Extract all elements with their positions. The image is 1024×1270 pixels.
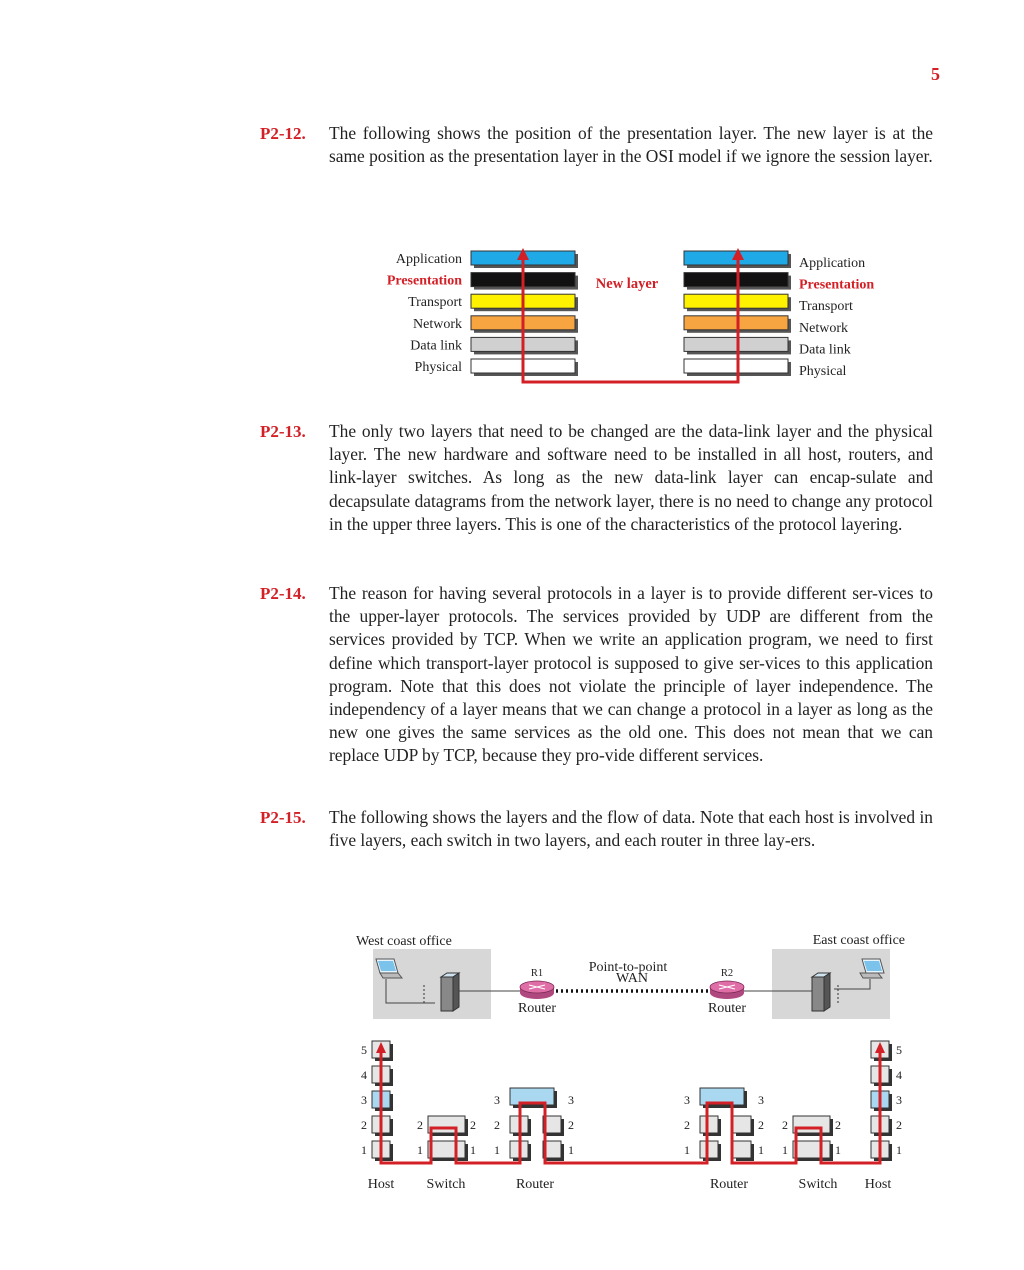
layer-label-presentation: Presentation (386, 273, 462, 289)
router-r1-caption: Router (517, 1001, 557, 1016)
switch-layer-2 (793, 1116, 830, 1133)
router-r1-icon (520, 981, 554, 999)
east-office-label: East coast office (812, 933, 905, 948)
layer-number: 1 (568, 1143, 574, 1157)
problem-text: The following shows the layers and the flow of data. Note that each host is involved in five layers, each switch in two layers, and each router in three lay-ers. (329, 807, 933, 851)
router-r2-caption: Router (707, 1001, 747, 1016)
layer-label-network: Network (413, 316, 462, 332)
problem-id: P2-14. (260, 584, 306, 603)
layer-number: 2 (782, 1118, 788, 1132)
layer-number: 3 (896, 1093, 902, 1107)
network-flow-figure (350, 925, 920, 1200)
router-r2-icon (710, 981, 744, 999)
router-port-b-layer-2 (733, 1116, 751, 1133)
switch-layer-1 (793, 1141, 830, 1158)
layer-box-physical (684, 359, 788, 373)
layer-number: 2 (470, 1118, 476, 1132)
layer-number: 1 (470, 1143, 476, 1157)
problem-text: The following shows the position of the presentation layer. The new layer is at the same position as the presentation layer in the OSI model if we ignore the session layer. (329, 123, 933, 167)
router-port-a-layer-1 (700, 1141, 718, 1158)
layer-number: 1 (758, 1143, 764, 1157)
layer-box-presentation (684, 273, 788, 287)
device-label-host-east: Host (864, 1177, 892, 1192)
layer-number: 2 (758, 1118, 764, 1132)
layer-label-physical: Physical (799, 364, 847, 379)
device-label-router-west: Router (515, 1177, 555, 1192)
layer-number: 3 (361, 1093, 367, 1107)
left-layer-stack (387, 251, 578, 376)
layer-number: 2 (494, 1118, 500, 1132)
r2-label: R2 (720, 968, 734, 979)
layer-number: 1 (684, 1143, 690, 1157)
layer-label-data-link: Data link (799, 342, 851, 358)
layer-number: 3 (758, 1093, 764, 1107)
layer-label-data-link: Data link (410, 338, 462, 354)
layer-number: 3 (568, 1093, 574, 1107)
layer-number: 4 (361, 1068, 367, 1082)
layer-number: 2 (684, 1118, 690, 1132)
right-layer-stack (684, 251, 874, 379)
layer-number: 1 (896, 1143, 902, 1157)
problem-id: P2-15. (260, 808, 306, 827)
layer-number: 1 (782, 1143, 788, 1157)
layer-label-physical: Physical (414, 360, 462, 375)
wan-label-line-2: WAN (616, 971, 648, 986)
layer-number: 5 (361, 1043, 367, 1057)
device-label-switch-east: Switch (798, 1177, 838, 1192)
layer-number: 1 (417, 1143, 423, 1157)
switch-layer-2 (428, 1116, 465, 1133)
layer-box-network (684, 316, 788, 330)
switch-layer-1 (428, 1141, 465, 1158)
layer-number: 2 (835, 1118, 841, 1132)
layer-label-presentation: Presentation (799, 277, 875, 293)
layer-label-transport: Transport (408, 295, 462, 311)
layer-box-data-link (684, 337, 788, 351)
device-label-switch-west: Switch (426, 1177, 466, 1192)
layer-number: 1 (361, 1143, 367, 1157)
presentation-layer-figure (370, 238, 910, 388)
page-number: 5 (931, 64, 940, 84)
layer-number: 2 (568, 1118, 574, 1132)
west-switch-icon (441, 973, 459, 1011)
layer-label-application: Application (799, 256, 866, 271)
layer-number: 2 (417, 1118, 423, 1132)
layer-number: 2 (361, 1118, 367, 1132)
problem-id: P2-13. (260, 422, 306, 441)
layer-number: 3 (494, 1093, 500, 1107)
layer-label-transport: Transport (799, 299, 853, 315)
device-label-router-east: Router (709, 1177, 749, 1192)
r1-label: R1 (530, 968, 544, 979)
layer-number: 1 (835, 1143, 841, 1157)
router-port-b-layer-1 (733, 1141, 751, 1158)
router-port-a-layer-2 (700, 1116, 718, 1133)
problem-id: P2-12. (260, 124, 306, 143)
wan-label-line-1: Point-to-point (588, 960, 668, 975)
layer-label-network: Network (799, 320, 848, 336)
layer-number: 4 (896, 1068, 902, 1082)
east-switch-icon (812, 973, 830, 1011)
new-layer-label: New layer (595, 276, 659, 292)
device-label-host-west: Host (367, 1177, 395, 1192)
problem-text: The only two layers that need to be changed are the data-link layer and the physical layer. The new hardware and software need to be installed in all host, routers, and link-layer switches. As long as the new data-link layer can encap-sulate and decapsulate datagrams from the network layer, there is no need to change any protocol in the upper three layers. This is one of the characteristics of the protocol layering. (329, 421, 933, 534)
layer-label-application: Application (395, 252, 462, 267)
layer-number: 1 (494, 1143, 500, 1157)
problem-text: The reason for having several protocols in a layer is to provide different ser-vices to the upper-layer protocols. The services provided by UDP are different from the services provided by TCP. When we write an application program, we need to first define which transport-layer protocol is supposed to give ser-vices to this application program. Note that this does not violate the principle of layer independence. The independency of a layer means that we can change a protocol in a layer as long as the new one gives the same services as the old one. This does not mean that we can replace UDP by TCP, because they pro-vide different services. (329, 583, 933, 766)
layer-box-transport (684, 294, 788, 308)
layer-number: 3 (684, 1093, 690, 1107)
west-office-label: West coast office (356, 934, 452, 949)
layer-number: 5 (896, 1043, 902, 1057)
layer-number: 2 (896, 1118, 902, 1132)
